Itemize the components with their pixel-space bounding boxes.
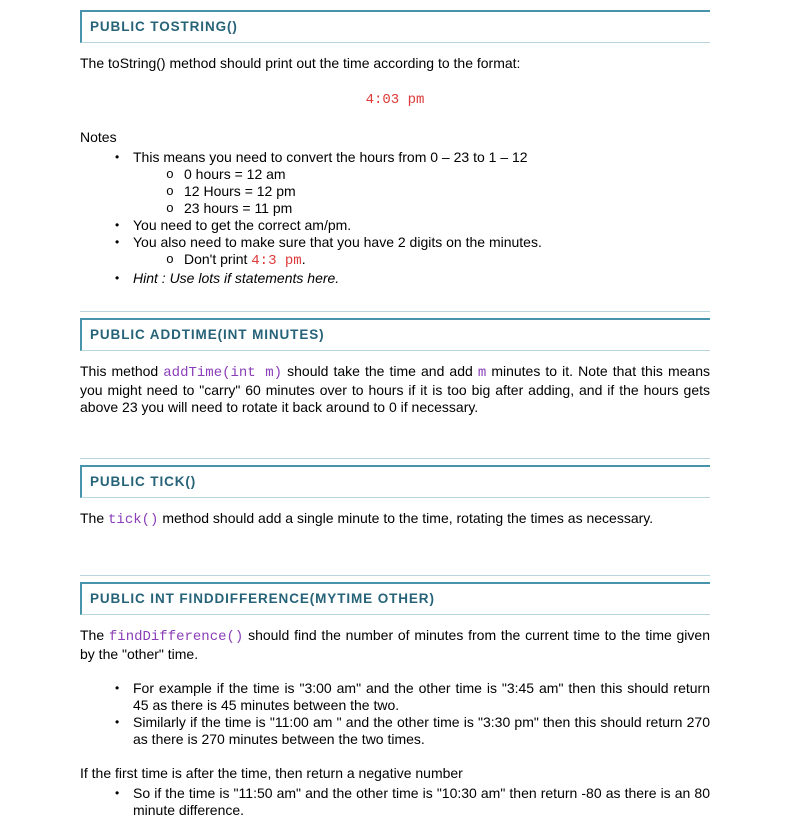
text-run: The [80,627,109,643]
bullet-item [80,785,710,819]
section-title: PUBLIC TOSTRING() [90,19,238,34]
bullet-marker: • [115,786,120,800]
text-run: should find the number of minutes from the current time to the time given by the "other" time. [80,627,710,662]
paragraph [80,363,710,416]
bullet-text [184,166,710,183]
bullet-item [80,270,710,287]
bullet-marker: • [115,715,120,729]
bullet-marker: • [115,235,120,249]
bullet-text [133,714,710,748]
bullet-item [80,217,710,234]
paragraph [80,765,710,782]
section-addtime [80,311,710,416]
section-title: PUBLIC INT FINDDIFFERENCE(MYTIME OTHER) [90,591,435,606]
bullet-marker: • [115,271,120,285]
bullet-marker: • [115,218,120,232]
bullet-item [80,200,710,217]
paragraph [80,55,710,72]
text-run: For example if the time is "3:00 am" and the other time is "3:45 am" then this should return 45 as there is 45 minutes between the two. [133,680,710,713]
text-run: The toString() method should print out the time according to the format: [80,55,521,71]
text-run: Notes [80,129,117,145]
bullet-item [80,714,710,748]
circle-marker: o [166,184,174,199]
bullet-marker: • [115,150,120,164]
section-header [80,318,710,351]
text-run: . [301,251,306,267]
text-run: You need to get the correct am/pm. [133,217,352,233]
bullet-item [80,234,710,251]
section-title: PUBLIC ADDTIME(INT MINUTES) [90,327,325,342]
text-run: should take the time and add [282,363,478,379]
text-run: Don't print [184,251,252,267]
section-title: PUBLIC TICK() [90,474,197,489]
inline-code: addTime(int m) [163,365,283,381]
bullet-item [80,251,710,270]
section-divider [80,575,710,576]
format-example [80,90,710,109]
text-run: 12 Hours = 12 pm [184,183,296,199]
paragraph [80,129,710,146]
bullet-marker: • [115,681,120,695]
bullet-item [80,680,710,714]
circle-marker: o [166,201,174,216]
bullet-text [133,270,710,287]
text-run: minutes to it. Note that this means you might need to "carry" 60 minutes over to hours if it is too big after adding, and if the hours gets above 23 you will need to rotate it back around to 0 if necessary. [80,363,711,415]
text-run: method should add a single minute to the time, rotating the times as necessary. [158,510,654,526]
inline-code: findDifference() [108,629,244,645]
circle-marker: o [166,252,174,267]
bullet-item [80,183,710,200]
paragraph [80,510,710,529]
bullet-text [133,234,710,251]
section-divider [80,311,710,312]
section-finddifference [80,575,710,819]
bullet-text [133,149,710,166]
section-header [80,582,710,615]
text-run: 23 hours = 11 pm [184,200,293,216]
text-run: Similarly if the time is "11:00 am " and the other time is "3:30 pm" then this should return 270 as there is 270 minutes between the two times. [133,714,710,747]
bullet-item [80,149,710,166]
circle-marker: o [166,167,174,182]
inline-code: 4:03 pm [365,92,425,108]
bullet-text [184,200,710,217]
text-run: You also need to make sure that you have 2 digits on the minutes. [133,234,542,250]
bullet-list [80,680,710,748]
bullet-text [133,785,710,819]
text-run: So if the time is "11:50 am" and the other time is "10:30 am" then return -80 as there is an 80 minute difference. [133,785,710,818]
inline-code: tick() [108,512,159,528]
section-tick [80,458,710,529]
bullet-text [133,217,710,234]
text-run: 0 hours = 12 am [184,166,286,182]
section-header [80,10,710,43]
text-run: This method [80,363,164,379]
text-run: Hint : Use lots if statements here. [133,270,340,286]
inline-code: 4:3 pm [251,253,302,269]
section-header [80,465,710,498]
bullet-list [80,785,710,819]
bullet-list [80,149,710,287]
section-tostring [80,10,710,287]
text-run: This means you need to convert the hours from 0 – 23 to 1 – 12 [133,149,528,165]
text-run: The [80,510,109,526]
bullet-item [80,166,710,183]
bullet-text [133,680,710,714]
section-divider [80,458,710,459]
inline-code: m [477,365,487,381]
paragraph [80,627,710,663]
bullet-text [184,183,710,200]
bullet-text [184,251,710,270]
text-run: If the first time is after the time, then return a negative number [80,765,463,781]
